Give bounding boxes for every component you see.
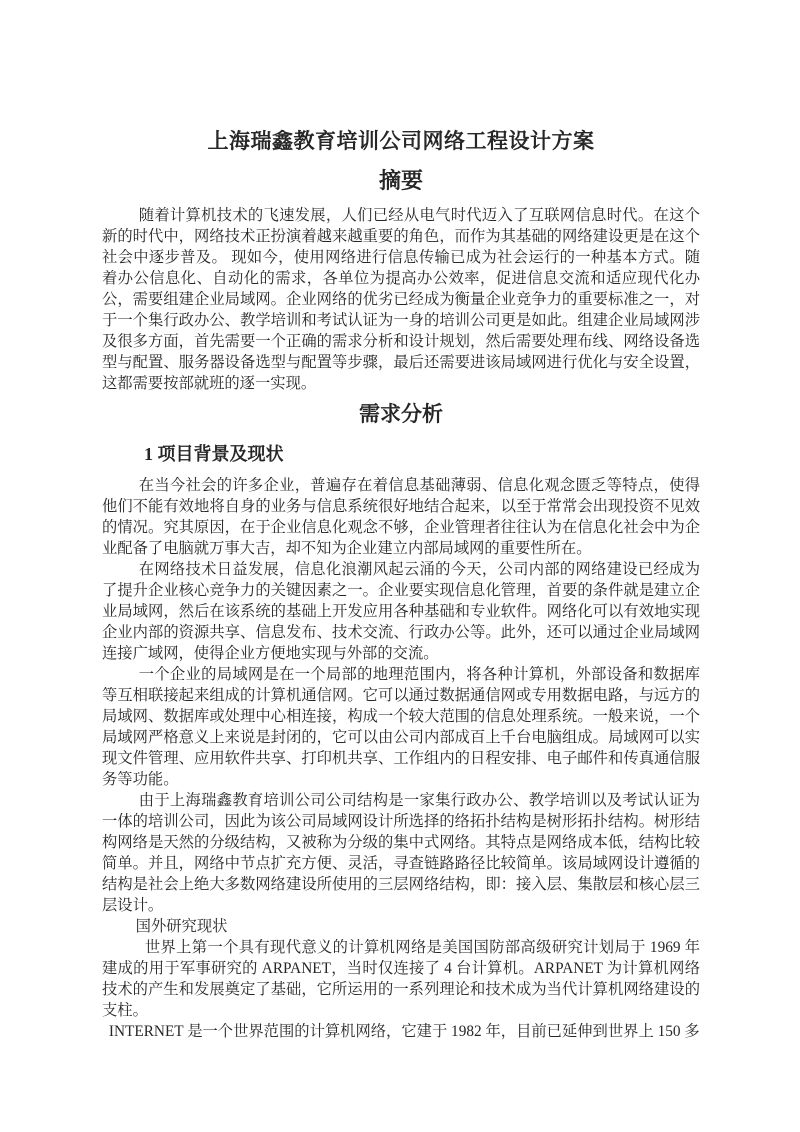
foreign-research-paragraph-2: INTERNET 是一个世界范围的计算机网络，它建于 1982 年，目前已延伸到世界上 150 多 — [108, 1023, 700, 1040]
document-title: 上海瑞鑫教育培训公司网络工程设计方案 — [207, 129, 595, 153]
abstract-heading: 摘要 — [378, 168, 423, 193]
background-paragraph-2: 在网络技术日益发展，信息化浪潮风起云涌的今天，公司内部的网络建设已经成为了提升企业核心竞争力的关键因素之一。企业要实现信息化管理，首要的条件就是建立企业局域网，然后在该系统的基础上开发应用各种基础和专业软件。网络化可以有效地实现企业内部的资源共享、信息发布、技术交流、行政办公等。此外，还可以通过企业局域网连接广域网，使得企业方便地实现与外部的交流。 — [102, 561, 700, 662]
foreign-research-heading: 国外研究现状 — [135, 918, 228, 935]
background-paragraph-3: 一个企业的局域网是在一个局部的地理范围内，将各种计算机，外部设备和数据库等互相联接起来组成的计算机通信网。它可以通过数据通信网或专用数据电路，与远方的局域网、数据库或处理中心相连接，构成一个较大范围的信息处理系统。一般来说，一个局域网严格意义上来说是封闭的，它可以由公司内部成百上千台电脑组成。局域网可以实现文件管理、应用软件共享、打印机共享、工作组内的日程安排、电子邮件和传真通信服务等功能。 — [102, 666, 700, 788]
requirements-heading: 需求分析 — [359, 402, 443, 426]
background-paragraph-1: 在当今社会的许多企业，普遍存在着信息基础薄弱、信息化观念匮乏等特点，使得他们不能有效地将自身的业务与信息系统很好地结合起来，以至于常常会出现投资不见效的情况。究其原因，在于企业信息化观念不够，企业管理者往往认为在信息化社会中为企业配备了电脑就万事大吉，却不知为企业建立内部局域网的重要性所在。 — [102, 477, 700, 557]
background-paragraph-4: 由于上海瑞鑫教育培训公司公司结构是一家集行政办公、教学培训以及考试认证为一体的培训公司，因此为该公司局域网设计所选择的络拓扑结构是树形拓扑结构。树形结构网络是天然的分级结构，又被称为分级的集中式网络。其特点是网络成本低，结构比较简单。并且，网络中节点扩充方便、灵活，寻查链路路径比较简单。该局域网设计遵循的结构是社会上绝大多数网络建设所使用的三层网络结构，即：接入层、集散层和核心层三层设计。 — [102, 792, 700, 914]
foreign-research-paragraph-1: 世界上第一个具有现代意义的计算机网络是美国国防部高级研究计划局于 1969 年建成的用于军事研究的 ARPANET，当时仅连接了 4 台计算机。ARPANET 为计算机网络技术的产生和发展奠定了基础，它所运用的一系列理论和技术成为当代计算机网络建设的支柱。 — [102, 939, 700, 1019]
abstract-paragraph: 随着计算机技术的飞速发展，人们已经从电气时代迈入了互联网信息时代。在这个新的时代中，网络技术正扮演着越来越重要的角色，而作为其基础的网络建设更是在这个社会中逐步普及。 现如今，使用网络进行信息传输已成为社会运行的一种基本方式。随着办公信息化、自动化的需求，各单位为提高办公效率，促进信息交流和适应现代化办公，需要组建企业局域网。企业网络的优劣已经成为衡量企业竞争力的重要标准之一，对于一个集行政办公、教学培训和考试认证为一身的培训公司更是如此。组建企业局域网涉及很多方面，首先需要一个正确的需求分析和设计规划，然后需要处理布线、网络设备选型与配置、服务器设备选型与配置等步骤，最后还需要进该局域网进行优化与安全设置，这都需要按部就班的逐一实现。 — [102, 207, 700, 392]
background-section-heading: 1 项目背景及现状 — [144, 444, 284, 464]
